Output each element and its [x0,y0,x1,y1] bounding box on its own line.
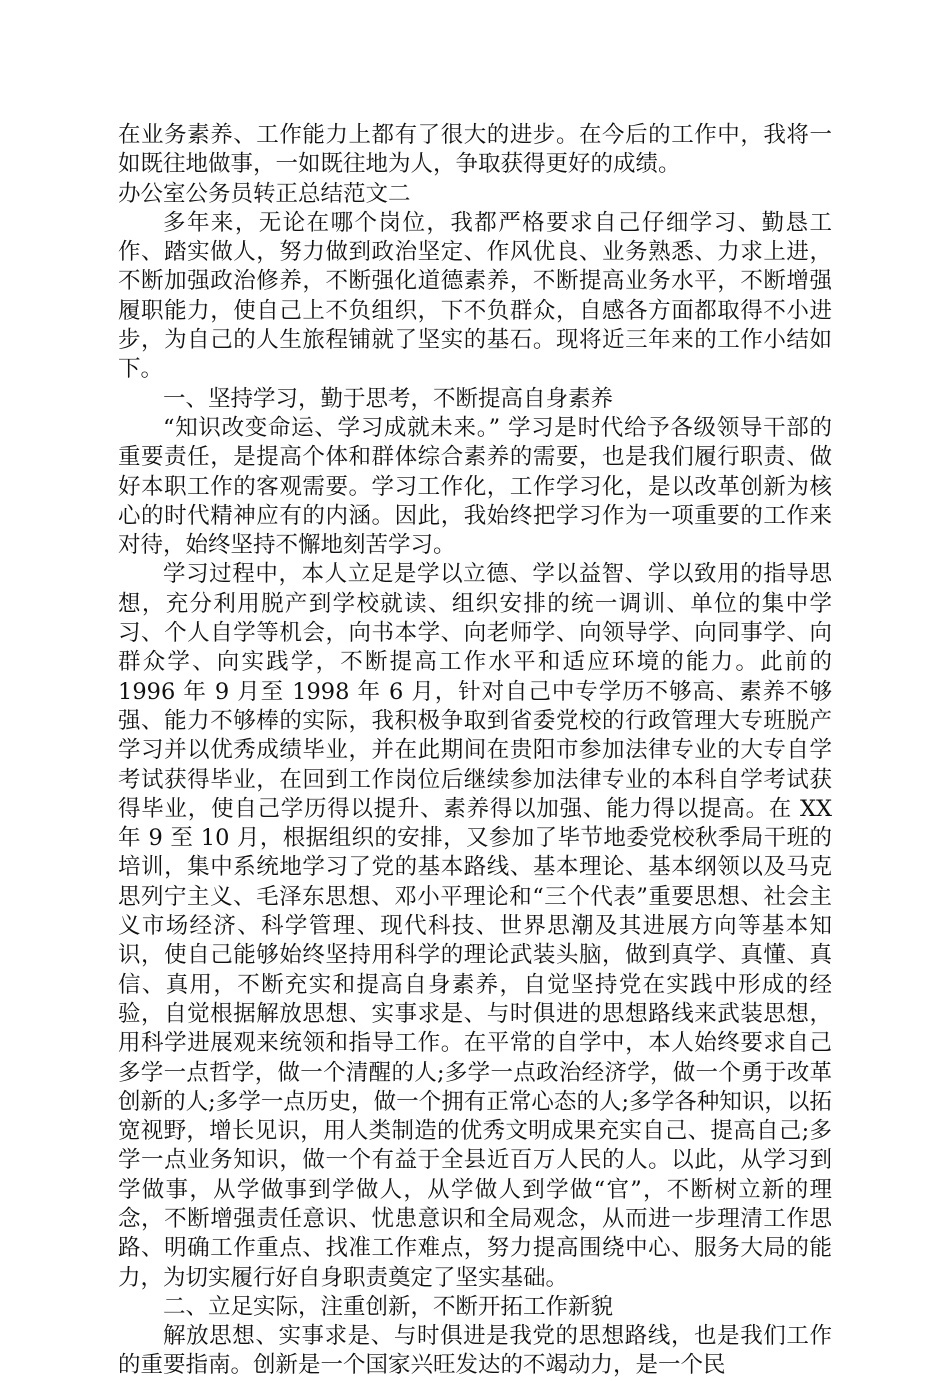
continuation-paragraph: 在业务素养、工作能力上都有了很大的进步。在今后的工作中，我将一如既往地做事，一如既往地为人，争取获得更好的成绩。 [118,122,832,178]
intro-paragraph: 多年来，无论在哪个岗位，我都严格要求自己仔细学习、勤恳工作、踏实做人，努力做到政治坚定、作风优良、业务熟悉、力求上进，不断加强政治修养，不断强化道德素养，不断提高业务水平，不断增强履职能力，使自己上不负组织，下不负群众，自感各方面都取得不小进步，为自己的人生旅程铺就了坚实的基石。现将近三年来的工作小结如下。 [118,209,832,383]
section-1-paragraph-2: 学习过程中，本人立足是学以立德、学以益智、学以致用的指导思想，充分利用脱产到学校就读、组织安排的统一调训、单位的集中学习、个人自学等机会，向书本学、向老师学、向领导学、向同事学、向群众学、向实践学，不断提高工作水平和适应环境的能力。此前的 1996 年 9 月至 1998 年 6 月，针对自己中专学历不够高、素养不够强、能力不够棒的实际，我积极争取到省委党校的行政管理大专班脱产学习并以优秀成绩毕业，并在此期间在贵阳市参加法律专业的大专自学考试获得毕业，在回到工作岗位后继续参加法律专业的本科自学考试获得毕业，使自己学历得以提升、素养得以加强、能力得以提高。在 XX 年 9 至 10 月，根据组织的安排，又参加了毕节地委党校秋季局干班的培训，集中系统地学习了党的基本路线、基本理论、基本纲领以及马克思列宁主义、毛泽东思想、邓小平理论和“三个代表”重要思想、社会主义市场经济、科学管理、现代科技、世界思潮及其进展方向等基本知识，使自己能够始终坚持用科学的理论武装头脑，做到真学、真懂、真信、真用，不断充实和提高自身素养，自觉坚持党在实践中形成的经验，自觉根据解放思想、实事求是、与时俱进的思想路线来武装思想，用科学进展观来统领和指导工作。在平常的自学中，本人始终要求自己多学一点哲学，做一个清醒的人;多学一点政治经济学，做一个勇于改革创新的人;多学一点历史，做一个拥有正常心态的人;多学各种知识，以拓宽视野，增长见识，用人类制造的优秀文明成果充实自己、提高自己;多学一点业务知识，做一个有益于全县近百万人民的人。以此，从学习到学做事，从学做事到学做人，从学做人到学做“官”，不断树立新的理念，不断增强责任意识、忧患意识和全局观念，从而进一步理清工作思路、明确工作重点、找准工作难点，努力提高围绕中心、服务大局的能力，为切实履行好自身职责奠定了坚实基础。 [118,561,832,1291]
section-heading-2: 二、立足实际，注重创新，不断开拓工作新貌 [163,1293,614,1320]
document-title: 办公室公务员转正总结范文二 [118,180,411,207]
section-heading-1: 一、坚持学习，勤于思考，不断提高自身素养 [163,385,614,412]
section-2-paragraph-1: 解放思想、实事求是、与时俱进是我党的思想路线，也是我们工作的重要指南。创新是一个国家兴旺发达的不竭动力，是一个民 [118,1323,832,1379]
document-page [118,121,832,1381]
section-1-paragraph-1: “知识改变命运、学习成就未来。” 学习是时代给予各级领导干部的重要责任，是提高个体和群体综合素养的需要，也是我们履行职责、做好本职工作的客观需要。学习工作化，工作学习化，是以改革创新为核心的时代精神应有的内涵。因此，我始终把学习作为一项重要的工作来对待，始终坚持不懈地刻苦学习。 [118,414,832,559]
